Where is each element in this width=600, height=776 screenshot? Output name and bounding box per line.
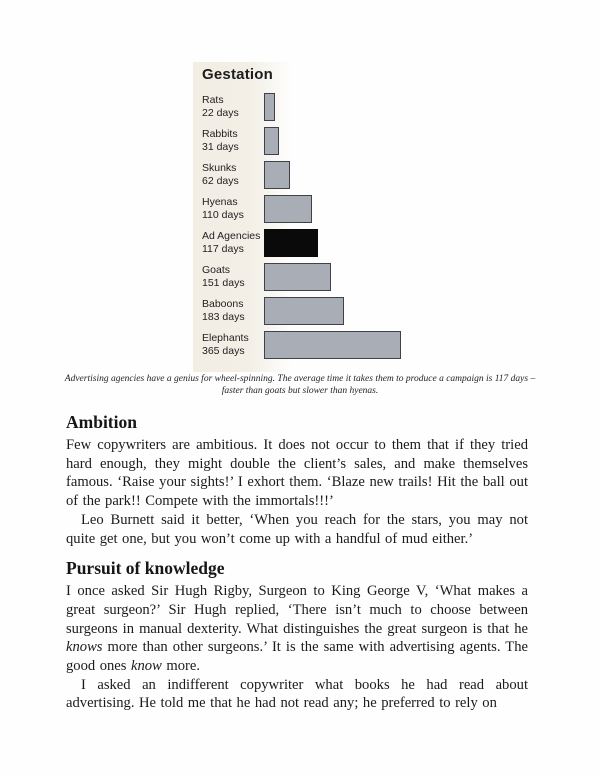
chart-title: Gestation	[202, 66, 273, 83]
text-column	[66, 413, 528, 713]
chart-row-baboons	[202, 297, 429, 325]
paragraph-text-italic: know	[131, 658, 162, 675]
gestation-bar	[264, 297, 344, 325]
category-label: Ad Agencies	[202, 229, 261, 242]
gestation-bar	[264, 263, 331, 291]
gestation-bar	[264, 127, 279, 155]
paragraph	[66, 511, 528, 548]
paragraph	[66, 676, 528, 713]
value-label: 110 days	[202, 209, 244, 221]
value-label: 62 days	[202, 175, 239, 187]
chart-row-hyenas	[202, 195, 429, 223]
section-pursuit-of-knowledge	[66, 559, 528, 713]
chart-row-elephants	[202, 331, 429, 359]
category-label: Skunks	[202, 161, 237, 174]
chart-row-rabbits	[202, 127, 429, 155]
gestation-bar	[264, 229, 318, 257]
category-label: Baboons	[202, 297, 244, 310]
category-label: Goats	[202, 263, 231, 276]
chart-row-goats	[202, 263, 429, 291]
paragraph	[66, 582, 528, 676]
section-heading: Ambition	[66, 412, 137, 432]
paragraph-text: I once asked Sir Hugh Rigby, Surgeon to King George V, ‘What makes a great surgeon?’ Sir Hugh replied, ‘There isn’t much to choose between surgeons in manual dexterity. What distinguishes the great surgeon is that he	[66, 583, 528, 637]
category-label: Elephants	[202, 331, 249, 344]
gestation-chart	[193, 62, 429, 372]
value-label: 151 days	[202, 277, 245, 289]
section-ambition	[66, 413, 528, 548]
gestation-bar	[264, 161, 290, 189]
value-label: 183 days	[202, 311, 245, 323]
category-label: Hyenas	[202, 195, 238, 208]
value-label: 31 days	[202, 141, 239, 153]
value-label: 365 days	[202, 345, 245, 357]
paragraph-text: Leo Burnett said it better, ‘When you reach for the stars, you may not quite get one, but you won’t come up with a handful of mud either.’	[66, 511, 528, 547]
category-label: Rabbits	[202, 127, 238, 140]
paragraph-text: more than other surgeons.’ It is the same with advertising agents. The good ones	[66, 639, 528, 675]
gestation-bar	[264, 93, 275, 121]
gestation-bar	[264, 195, 312, 223]
gestation-bar	[264, 331, 401, 359]
paragraph-text: more.	[161, 658, 200, 675]
paragraph	[66, 436, 528, 511]
paragraph-text: Few copywriters are ambitious. It does not occur to them that if they tried hard enough, they might double the client’s sales, and make themselves famous. ‘Raise your sights!’ I exhort them. ‘Blaze new trails! Hit the ball out of the park!! Compete with the immortals!!!’	[66, 437, 528, 510]
value-label: 117 days	[202, 243, 244, 255]
chart-row-skunks	[202, 161, 429, 189]
paragraph-text-italic: knows	[66, 639, 103, 656]
chart-row-rats	[202, 93, 429, 121]
category-label: Rats	[202, 93, 224, 106]
paragraph-text: I asked an indifferent copywriter what books he had read about advertising. He told me that he had not read any; he preferred to rely on	[66, 676, 528, 712]
chart-row-ad-agencies	[202, 229, 429, 257]
figure-caption: Advertising agencies have a genius for wheel-spinning. The average time it takes them to produce a campaign is 117 days – faster than goats but slower than hyenas.	[64, 374, 536, 396]
value-label: 22 days	[202, 107, 239, 119]
section-heading: Pursuit of knowledge	[66, 558, 225, 579]
